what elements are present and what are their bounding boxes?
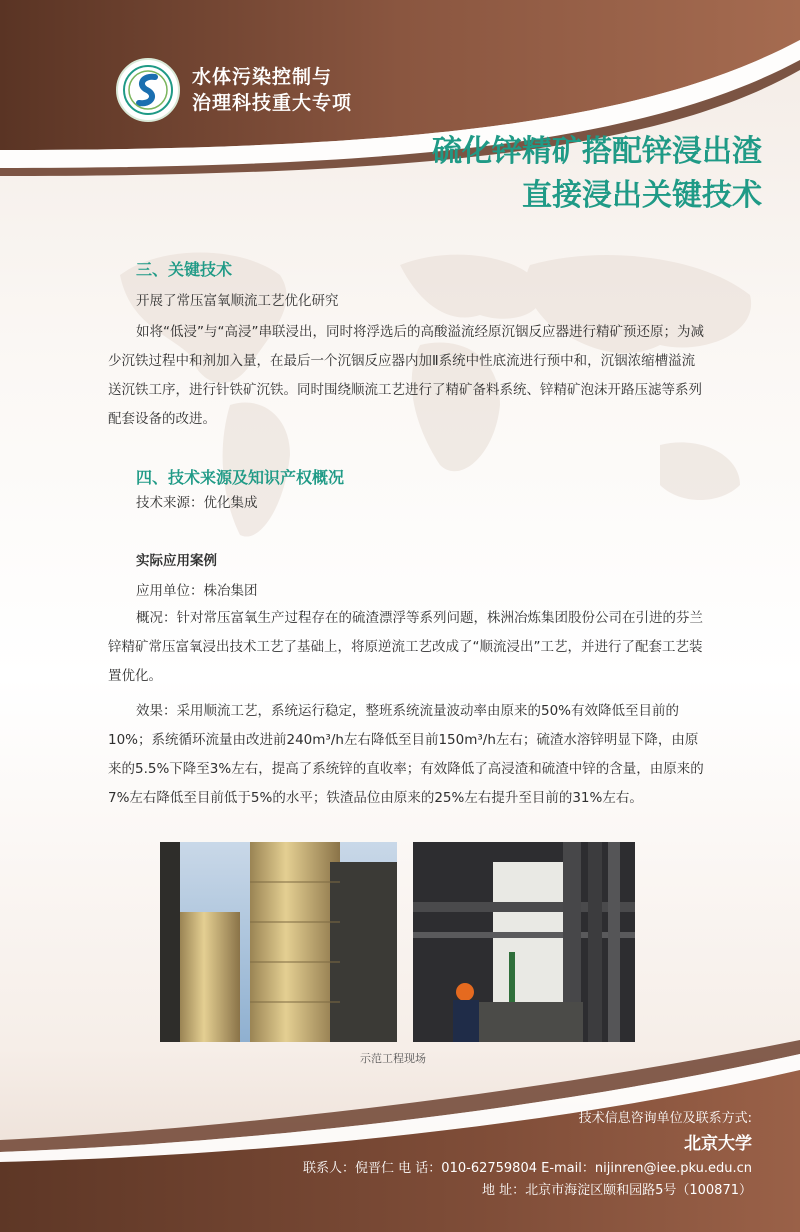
program-name-line2: 治理科技重大专项 [192,92,353,114]
case-heading: 实际应用案例 [136,553,217,569]
section3-body: 如将“低浸”与“高浸”串联浸出，同时将浮选后的高酸溢流经原沉铟反应器进行精矿预还原；为减少沉铁过程中和剂加入量，在最后一个沉铟反应器内加Ⅱ系统中性底流进行预中和，沉铟浓缩槽溢流送沉铁工序，进行针铁矿沉铁。同时围绕顺流工艺进行了精矿备料系统、锌精矿泡沫开路压滤等系列配套设备的改进。 [108,324,704,427]
technology-source: 技术来源：优化集成 [136,495,258,511]
photo-pipelines [413,842,635,1042]
main-content [108,258,708,813]
contact-info [303,1108,752,1202]
photo-gallery [160,842,640,1042]
program-logo [116,58,180,122]
section3-heading: 三、关键技术 [136,260,233,279]
section4-heading: 四、技术来源及知识产权概况 [136,468,345,487]
contact-heading: 技术信息咨询单位及联系方式: [578,1111,752,1126]
contact-organization: 北京大学 [684,1134,752,1154]
title-line2: 直接浸出关键技术 [522,178,762,213]
photo-silos [160,842,397,1042]
program-name-line1: 水体污染控制与 [192,66,333,88]
title-line1: 硫化锌精矿搭配锌浸出渣 [432,134,762,169]
program-name [192,64,352,116]
case-effect: 效果：采用顺流工艺，系统运行稳定，整班系统流量波动率由原来的50%有效降低至目前的10%；系统循环流量由改进前240m³/h左右降低至目前150m³/h左右；硫渣水溶锌明显下降，由原来的5.5%下降至3%左右，提高了系统锌的直收率；有效降低了高浸渣和硫渣中锌的含量，由原来的7%左右降低至目前低于5%的水平；铁渣品位由原来的25%左右提升至目前的31%左右。 [108,703,704,806]
contact-address: 地 址：北京市海淀区颐和园路5号（100871） [481,1183,752,1198]
photo-caption: 示范工程现场 [360,1052,426,1065]
contact-person: 联系人：倪晋仁 电 话：010-62759804 E-mail：nijinren@iee.pku.edu.cn [303,1161,752,1176]
section3-subheading: 开展了常压富氧顺流工艺优化研究 [136,293,339,309]
application-unit: 应用单位：株冶集团 [136,583,258,599]
page-title [432,130,762,218]
case-overview: 概况：针对常压富氧生产过程存在的硫渣漂浮等系列问题，株洲冶炼集团股份公司在引进的芬兰锌精矿常压富氧浸出技术工艺了基础上，将原逆流工艺改成了“顺流浸出”工艺，并进行了配套工艺装置优化。 [108,610,703,684]
